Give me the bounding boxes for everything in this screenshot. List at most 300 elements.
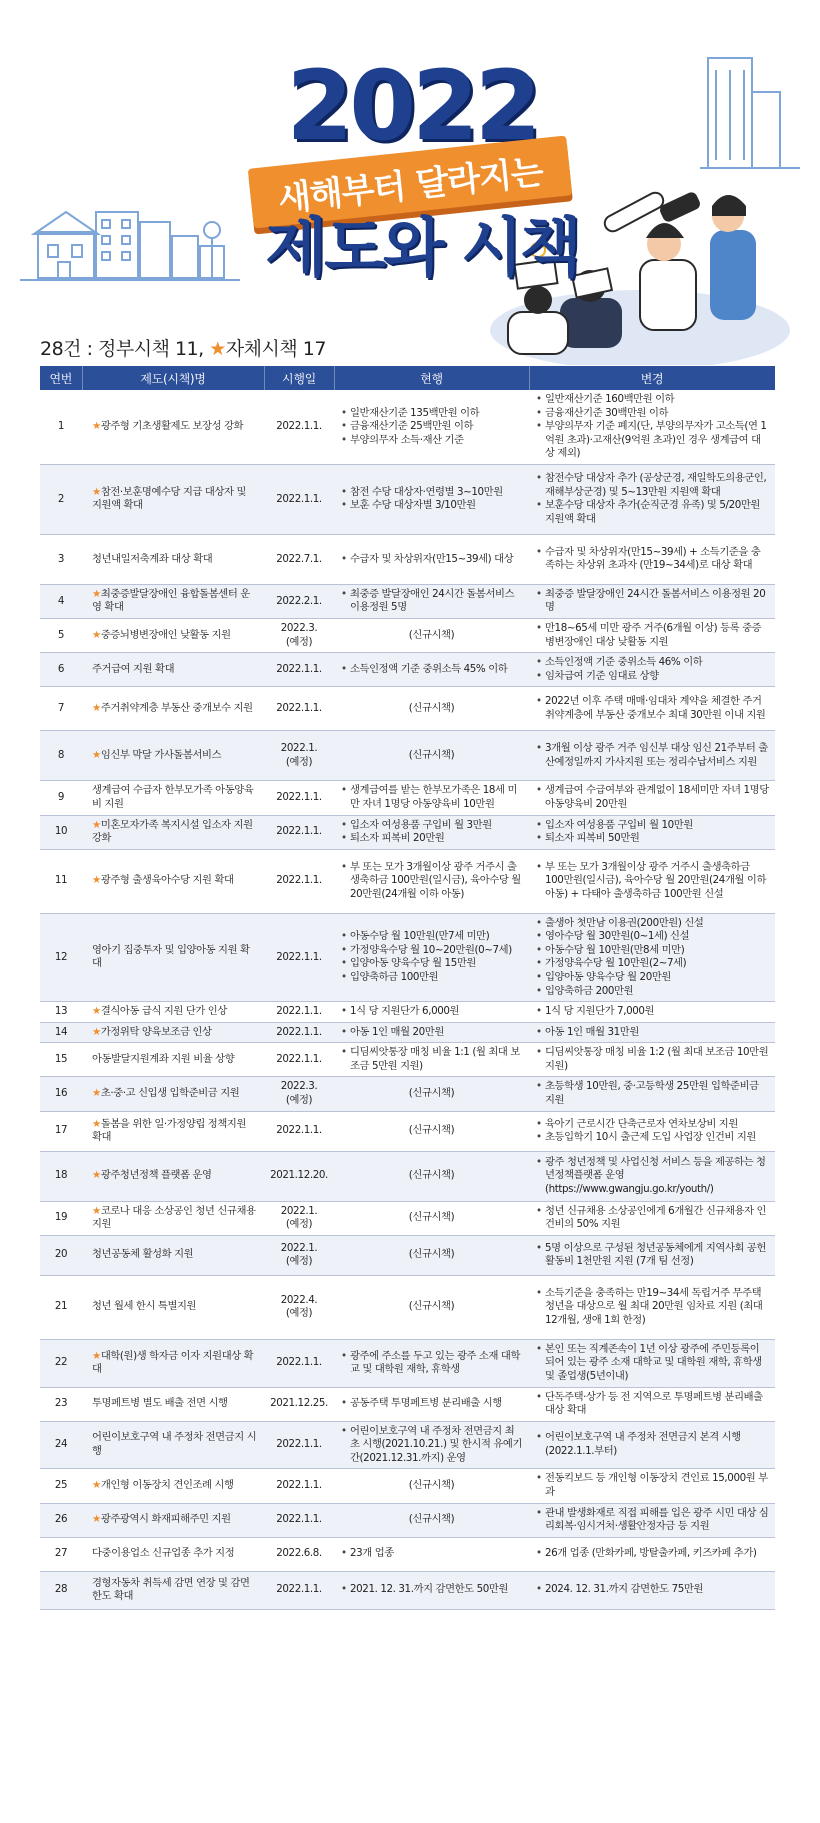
policy-name: 광주광역시 화재피해주민 지원: [100, 1513, 231, 1526]
effective-date: 2022.1.1.: [264, 1022, 334, 1043]
list-item: • 부양의무자 소득·재산 기준: [340, 434, 523, 448]
row-number: 17: [40, 1111, 82, 1151]
current-policy-list: [340, 486, 523, 513]
list-item: • 본인 또는 직계존속이 1년 이상 광주에 주민등록이 되어 있는 광주 소재 대학교 및 대학원 재학, 휴학생 및 졸업생(5년이내): [535, 1343, 769, 1384]
effective-date: 2022.1. (예정): [264, 1201, 334, 1235]
effective-date: 2022.1. (예정): [264, 731, 334, 781]
current-policy-cell: [334, 653, 529, 687]
current-policy-cell: [334, 464, 529, 534]
star-icon: ★: [92, 1025, 101, 1038]
list-item: • 임차급여 기준 임대료 상향: [535, 670, 769, 684]
table-row: [40, 1571, 775, 1609]
changed-policy-cell: [529, 687, 775, 731]
table-row: [40, 464, 775, 534]
row-number: 23: [40, 1387, 82, 1421]
changed-policy-cell: [529, 1077, 775, 1111]
star-icon: ★: [92, 1087, 101, 1100]
policy-name: 최중증발달장애인 융합돌봄센터 운영 확대: [92, 587, 250, 614]
current-policy-cell: [334, 390, 529, 464]
changed-policy-cell: [529, 653, 775, 687]
list-item: • 만18~65세 미만 광주 거주(6개월 이상) 등록 중증병변장애인 대상 낮활동 지원: [535, 622, 769, 649]
policy-name-cell: [82, 534, 264, 584]
changed-policy-cell: [529, 1387, 775, 1421]
current-policy-cell: [334, 534, 529, 584]
changed-policy-cell: [529, 731, 775, 781]
table-row: [40, 1077, 775, 1111]
changed-policy-list: [535, 1026, 769, 1040]
current-policy-cell: [334, 1387, 529, 1421]
changed-policy-list: [535, 695, 769, 722]
list-item: • 소득기준을 충족하는 만19~34세 독립거주 무주택 청년을 대상으로 월 최대 20만원 임차료 지원 (최대 12개월, 생애 1회 한정): [535, 1287, 769, 1328]
policy-name-cell: [82, 464, 264, 534]
policy-name: 주거취약계층 부동산 중개보수 지원: [100, 702, 253, 715]
changed-policy-cell: [529, 1537, 775, 1571]
star-icon: ★: [92, 1349, 101, 1362]
effective-date: 2022.3. (예정): [264, 1077, 334, 1111]
row-number: 8: [40, 731, 82, 781]
table-row: [40, 1235, 775, 1275]
list-item: • 입소자 여성용품 구입비 월 3만원: [340, 819, 523, 833]
table-row: [40, 1275, 775, 1339]
current-policy-cell: [334, 1002, 529, 1023]
current-policy-cell: [334, 584, 529, 618]
effective-date: 2022.1.1.: [264, 1111, 334, 1151]
policy-name-cell: [82, 815, 264, 849]
current-policy-cell: (신규시책): [334, 731, 529, 781]
table-row: [40, 1043, 775, 1077]
current-policy-cell: (신규시책): [334, 1111, 529, 1151]
list-item: • 소득인정액 기준 중위소득 46% 이하: [535, 656, 769, 670]
list-item: • 초등입학기 10시 출근제 도입 사업장 인건비 지원: [535, 1131, 769, 1145]
policy-name-cell: [82, 1503, 264, 1537]
policy-name: 광주형 기초생활제도 보장성 강화: [100, 420, 244, 433]
policy-name-cell: [82, 1201, 264, 1235]
row-number: 26: [40, 1503, 82, 1537]
effective-date: 2022.3. (예정): [264, 619, 334, 653]
changed-policy-cell: [529, 534, 775, 584]
current-policy-cell: [334, 1537, 529, 1571]
star-icon: ★: [92, 702, 101, 715]
changed-policy-cell: [529, 1201, 775, 1235]
row-number: 19: [40, 1201, 82, 1235]
changed-policy-list: [535, 1547, 769, 1561]
policy-count-summary: [40, 334, 326, 361]
policy-name-cell: [82, 584, 264, 618]
current-policy-list: [340, 1026, 523, 1040]
list-item: • 어린이보호구역 내 주정차 전면금지 본격 시행(2022.1.1.부터): [535, 1431, 769, 1458]
list-item: • 5명 이상으로 구성된 청년공동체에게 지역사회 공헌 활동비 1천만원 지원 (7개 팀 선정): [535, 1242, 769, 1269]
row-number: 15: [40, 1043, 82, 1077]
current-policy-cell: [334, 1022, 529, 1043]
current-policy-list: [340, 819, 523, 846]
current-policy-cell: (신규시책): [334, 687, 529, 731]
list-item: • 금융재산기준 30백만원 이하: [535, 407, 769, 421]
changed-policy-cell: [529, 781, 775, 815]
row-number: 3: [40, 534, 82, 584]
header-no: 연번: [40, 366, 82, 390]
policy-name-cell: [82, 1002, 264, 1023]
left-buildings-illustration: [20, 212, 240, 280]
policy-name-cell: [82, 1077, 264, 1111]
current-policy-list: [340, 784, 523, 811]
policy-name-cell: [82, 731, 264, 781]
policy-name: 투명페트병 별도 배출 전면 시행: [92, 1397, 228, 1410]
star-icon: ★: [92, 485, 101, 498]
list-item: • 전동킥보드 등 개인형 이동장치 견인료 15,000원 부과: [535, 1472, 769, 1499]
effective-date: 2022.1.1.: [264, 1043, 334, 1077]
list-item: • 영아수당 월 30만원(0~1세) 신설: [535, 930, 769, 944]
current-policy-cell: (신규시책): [334, 619, 529, 653]
row-number: 14: [40, 1022, 82, 1043]
policy-name-cell: [82, 390, 264, 464]
row-number: 18: [40, 1151, 82, 1201]
effective-date: 2022.1.1.: [264, 849, 334, 913]
policy-name-cell: [82, 1571, 264, 1609]
effective-date: 2022.1.1.: [264, 390, 334, 464]
table-row: [40, 849, 775, 913]
changed-policy-list: [535, 1472, 769, 1499]
policy-name: 중증뇌병변장애인 낮활동 지원: [100, 628, 231, 641]
current-policy-list: [340, 1397, 523, 1411]
policy-name: 생계급여 수급자 한부모가족 아동양육비 지원: [92, 784, 254, 810]
effective-date: 2022.1.1.: [264, 653, 334, 687]
changed-policy-cell: [529, 464, 775, 534]
policy-table-container: [40, 366, 775, 1610]
list-item: • 수급자 및 차상위자(만15~39세) 대상: [340, 553, 523, 567]
row-number: 21: [40, 1275, 82, 1339]
table-row: [40, 1469, 775, 1503]
table-row: [40, 731, 775, 781]
list-item: • 육아기 근로시간 단축근로자 연차보상비 지원: [535, 1118, 769, 1132]
changed-policy-list: [535, 656, 769, 683]
current-policy-list: [340, 1425, 523, 1466]
effective-date: 2022.6.8.: [264, 1537, 334, 1571]
row-number: 12: [40, 913, 82, 1001]
changed-policy-cell: [529, 1043, 775, 1077]
table-row: [40, 653, 775, 687]
effective-date: 2022.2.1.: [264, 584, 334, 618]
row-number: 6: [40, 653, 82, 687]
table-row: [40, 1111, 775, 1151]
ribbon-text: 새해부터 달라지는: [276, 151, 545, 220]
list-item: • 수급자 및 차상위자(만15~39세) + 소득기준을 충족하는 차상위 초과자 (만19~34세)로 대상 확대: [535, 546, 769, 573]
table-header-row: [40, 366, 775, 390]
list-item: • 최중증 발달장애인 24시간 돌봄서비스 이용정원 5명: [340, 588, 523, 615]
table-row: [40, 619, 775, 653]
changed-policy-cell: [529, 1235, 775, 1275]
list-item: • 가정양육수당 월 10만원(2~7세): [535, 957, 769, 971]
policy-name: 청년공동체 활성화 지원: [92, 1248, 194, 1261]
row-number: 13: [40, 1002, 82, 1023]
current-policy-cell: (신규시책): [334, 1503, 529, 1537]
changed-policy-list: [535, 1287, 769, 1328]
row-number: 7: [40, 687, 82, 731]
table-body: [40, 390, 775, 1609]
changed-policy-cell: [529, 1571, 775, 1609]
policy-name: 대학(원)생 학자금 이자 지원대상 확대: [92, 1349, 254, 1376]
current-policy-cell: [334, 1421, 529, 1469]
list-item: • 23개 업종: [340, 1547, 523, 1561]
list-item: • 아동수당 월 10만원(만8세 미만): [535, 944, 769, 958]
effective-date: 2021.12.20.: [264, 1151, 334, 1201]
list-item: • 관내 발생화재로 직접 피해를 입은 광주 시민 대상 심리회복·임시거처·생활안정자금 등 지원: [535, 1507, 769, 1534]
list-item: • 소득인정액 기준 중위소득 45% 이하: [340, 663, 523, 677]
effective-date: 2022.1.1.: [264, 687, 334, 731]
list-item: • 보훈 수당 대상자별 3/10만원: [340, 499, 523, 513]
table-row: [40, 1537, 775, 1571]
effective-date: 2022.1.1.: [264, 1421, 334, 1469]
policy-name-cell: [82, 1235, 264, 1275]
current-policy-cell: (신규시책): [334, 1077, 529, 1111]
changed-policy-cell: [529, 1421, 775, 1469]
effective-date: 2022.4. (예정): [264, 1275, 334, 1339]
changed-policy-cell: [529, 390, 775, 464]
current-policy-cell: [334, 781, 529, 815]
changed-policy-list: [535, 622, 769, 649]
list-item: • 청년 신규채용 소상공인에게 6개월간 신규채용자 인건비의 50% 지원: [535, 1205, 769, 1232]
changed-policy-list: [535, 1118, 769, 1145]
current-policy-list: [340, 1005, 523, 1019]
star-icon: ★: [92, 587, 101, 600]
list-item: • 단독주택·상가 등 전 지역으로 투명페트병 분리배출 대상 확대: [535, 1391, 769, 1418]
list-item: • 디딤씨앗통장 매칭 비율 1:2 (월 최대 보조금 10만원 지원): [535, 1046, 769, 1073]
policy-name: 가정위탁 양육보조금 인상: [100, 1025, 212, 1038]
list-item: • 부 또는 모가 3개월이상 광주 거주시 출생축하금 100만원(일시금), 육아수당 월 20만원(24개월 이하 아동) + 다태아 출생축하금 100만원 신설: [535, 861, 769, 902]
policy-name-cell: [82, 1275, 264, 1339]
list-item: • 생계급여 수급여부와 관계없이 18세미만 자녀 1명당 아동양육비 20만원: [535, 784, 769, 811]
policy-name-cell: [82, 619, 264, 653]
header-change: 변경: [529, 366, 775, 390]
policy-name: 코로나 대응 소상공인 청년 신규채용 지원: [92, 1204, 256, 1231]
effective-date: 2021.12.25.: [264, 1387, 334, 1421]
table-row: [40, 687, 775, 731]
policy-name: 개인형 이동장치 견인조례 시행: [100, 1479, 234, 1492]
changed-policy-list: [535, 1391, 769, 1418]
current-policy-list: [340, 930, 523, 984]
list-item: • 입소자 여성용품 구입비 월 10만원: [535, 819, 769, 833]
row-number: 10: [40, 815, 82, 849]
policy-name-cell: [82, 781, 264, 815]
list-item: • 보훈수당 대상자 추가(순직군경 유족) 및 5/20만원 지원액 확대: [535, 499, 769, 526]
policy-name: 돌봄을 위한 일·가정양립 정책지원 확대: [92, 1117, 246, 1144]
list-item: • 초등학생 10만원, 중·고등학생 25만원 입학준비금 지원: [535, 1080, 769, 1107]
effective-date: 2022.1.1.: [264, 1503, 334, 1537]
list-item: • 입양아동 양육수당 월 20만원: [535, 971, 769, 985]
list-item: • 2022년 이후 주택 매매·임대차 계약을 체결한 주거취약계층에 부동산 중개보수 최대 30만원 이내 지원: [535, 695, 769, 722]
row-number: 25: [40, 1469, 82, 1503]
star-icon: ★: [92, 749, 101, 762]
page-title: 제도와 시책: [265, 212, 579, 286]
current-policy-cell: (신규시책): [334, 1275, 529, 1339]
list-item: • 광주 청년정책 및 사업신청 서비스 등을 제공하는 청년정책플랫폼 운영 (https://www.gwangju.go.kr/youth/): [535, 1156, 769, 1197]
effective-date: 2022.1.1.: [264, 913, 334, 1001]
list-item: • 부양의무자 기준 폐지(단, 부양의무자가 고소득(연 1억원 초과)·고재산(9억원 초과)인 경우 생계급여 대상 제외): [535, 420, 769, 461]
policy-name-cell: [82, 849, 264, 913]
row-number: 28: [40, 1571, 82, 1609]
list-item: • 아동 1인 매월 31만원: [535, 1026, 769, 1040]
changed-policy-cell: [529, 1469, 775, 1503]
star-icon: ★: [92, 1169, 101, 1182]
list-item: • 입양축하금 100만원: [340, 971, 523, 985]
policy-name-cell: [82, 1537, 264, 1571]
list-item: • 광주에 주소를 두고 있는 광주 소재 대학교 및 대학원 재학, 휴학생: [340, 1350, 523, 1377]
list-item: • 아동 1인 매월 20만원: [340, 1026, 523, 1040]
effective-date: 2022.1.1.: [264, 1002, 334, 1023]
table-row: [40, 1201, 775, 1235]
list-item: • 부 또는 모가 3개월이상 광주 거주시 출생축하금 100만원(일시금), 육아수당 월 20만원(24개월 이하 아동): [340, 861, 523, 902]
header-date: 시행일: [264, 366, 334, 390]
star-icon: ★: [92, 818, 101, 831]
changed-policy-cell: [529, 1022, 775, 1043]
changed-policy-list: [535, 1156, 769, 1197]
table-row: [40, 534, 775, 584]
current-policy-cell: (신규시책): [334, 1151, 529, 1201]
policy-name-cell: [82, 913, 264, 1001]
row-number: 22: [40, 1339, 82, 1387]
current-policy-cell: [334, 815, 529, 849]
list-item: • 퇴소자 피복비 50만원: [535, 832, 769, 846]
changed-policy-list: [535, 1205, 769, 1232]
list-item: • 생계급여를 받는 한부모가족은 18세 미만 자녀 1명당 아동양육비 10만원: [340, 784, 523, 811]
current-policy-list: [340, 1350, 523, 1377]
star-icon: ★: [92, 874, 101, 887]
changed-policy-list: [535, 917, 769, 998]
changed-policy-list: [535, 546, 769, 573]
year-title: 2022: [286, 50, 538, 162]
row-number: 24: [40, 1421, 82, 1469]
list-item: • 26개 업종 (만화카페, 방탈출카페, 키즈카페 추가): [535, 1547, 769, 1561]
policy-name: 청년 월세 한시 특별지원: [92, 1300, 197, 1313]
changed-policy-cell: [529, 1111, 775, 1151]
changed-policy-list: [535, 472, 769, 526]
changed-policy-list: [535, 1005, 769, 1019]
policy-name-cell: [82, 1387, 264, 1421]
row-number: 5: [40, 619, 82, 653]
header-name: 제도(시책)명: [82, 366, 264, 390]
changed-policy-list: [535, 1242, 769, 1269]
effective-date: 2022.1.1.: [264, 815, 334, 849]
current-policy-cell: [334, 913, 529, 1001]
list-item: • 디딤씨앗통장 매칭 비율 1:1 (월 최대 보조금 5만원 지원): [340, 1046, 523, 1073]
row-number: 9: [40, 781, 82, 815]
policy-name-cell: [82, 1421, 264, 1469]
current-policy-cell: [334, 1571, 529, 1609]
policy-name: 다중이용업소 신규업종 추가 지정: [92, 1547, 235, 1560]
list-item: • 퇴소자 피복비 20만원: [340, 832, 523, 846]
table-row: [40, 1022, 775, 1043]
policy-name: 임신부 막달 가사돌봄서비스: [100, 749, 222, 762]
star-icon: ★: [92, 628, 101, 641]
effective-date: 2022.7.1.: [264, 534, 334, 584]
policy-name-cell: [82, 1111, 264, 1151]
table-row: [40, 584, 775, 618]
list-item: • 2024. 12. 31.까지 감면한도 75만원: [535, 1583, 769, 1597]
policy-name: 경형자동차 취득세 감면 연장 및 감면한도 확대: [92, 1576, 250, 1603]
effective-date: 2022.1.1.: [264, 781, 334, 815]
changed-policy-cell: [529, 584, 775, 618]
changed-policy-list: [535, 1080, 769, 1107]
changed-policy-list: [535, 1343, 769, 1384]
table-row: [40, 781, 775, 815]
policy-name: 초·중·고 신입생 입학준비금 지원: [100, 1087, 240, 1100]
policy-name: 광주형 출생육아수당 지원 확대: [100, 874, 234, 887]
changed-policy-list: [535, 1507, 769, 1534]
list-item: • 출생아 첫만남 이용권(200만원) 신설: [535, 917, 769, 931]
policy-name-cell: [82, 1043, 264, 1077]
current-policy-list: [340, 407, 523, 448]
policy-name-cell: [82, 1151, 264, 1201]
current-policy-list: [340, 861, 523, 902]
list-item: • 1식 당 지원단가 7,000원: [535, 1005, 769, 1019]
list-item: • 최중증 발달장애인 24시간 돌봄서비스 이용정원 20명: [535, 588, 769, 615]
row-number: 27: [40, 1537, 82, 1571]
changed-policy-cell: [529, 849, 775, 913]
changed-policy-cell: [529, 1339, 775, 1387]
changed-policy-list: [535, 819, 769, 846]
policy-name: 결식아동 급식 지원 단가 인상: [100, 1005, 227, 1018]
summary-suffix: 자체시책 17: [225, 338, 326, 360]
table-row: [40, 390, 775, 464]
policy-name-cell: [82, 1469, 264, 1503]
effective-date: 2022.1. (예정): [264, 1235, 334, 1275]
row-number: 20: [40, 1235, 82, 1275]
current-policy-cell: (신규시책): [334, 1469, 529, 1503]
list-item: • 2021. 12. 31.까지 감면한도 50만원: [340, 1583, 523, 1597]
policy-name-cell: [82, 653, 264, 687]
changed-policy-cell: [529, 1275, 775, 1339]
list-item: • 공동주택 투명페트병 분리배출 시행: [340, 1397, 523, 1411]
list-item: • 참전 수당 대상자·연령별 3~10만원: [340, 486, 523, 500]
current-policy-list: [340, 1583, 523, 1597]
effective-date: 2022.1.1.: [264, 464, 334, 534]
table-row: [40, 1151, 775, 1201]
list-item: • 참전수당 대상자 추가 (공상군경, 재일학도의용군인, 재해부상군경) 및 5~13만원 지원액 확대: [535, 472, 769, 499]
table-row: [40, 1421, 775, 1469]
effective-date: 2022.1.1.: [264, 1469, 334, 1503]
star-icon: ★: [92, 1204, 101, 1217]
star-icon: ★: [92, 1005, 101, 1018]
changed-policy-list: [535, 742, 769, 769]
list-item: • 일반재산기준 135백만원 이하: [340, 407, 523, 421]
current-policy-list: [340, 1046, 523, 1073]
list-item: • 어린이보호구역 내 주정차 전면금지 최초 시행(2021.10.21.) 및 한시적 유예기간(2021.12.31.까지) 운영: [340, 1425, 523, 1466]
header-banner: [0, 0, 820, 365]
policy-table: [40, 366, 776, 1610]
current-policy-list: [340, 1547, 523, 1561]
changed-policy-list: [535, 784, 769, 811]
effective-date: 2022.1.1.: [264, 1571, 334, 1609]
policy-name: 주거급여 지원 확대: [92, 662, 175, 675]
current-policy-cell: [334, 1043, 529, 1077]
row-number: 2: [40, 464, 82, 534]
summary-prefix: 28건 : 정부시책 11,: [40, 338, 210, 360]
policy-name: 참전·보훈명예수당 지급 대상자 및 지원액 확대: [92, 485, 246, 512]
effective-date: 2022.1.1.: [264, 1339, 334, 1387]
star-icon: ★: [92, 1117, 101, 1130]
changed-policy-list: [535, 1583, 769, 1597]
table-row: [40, 1339, 775, 1387]
changed-policy-list: [535, 861, 769, 902]
changed-policy-cell: [529, 1503, 775, 1537]
changed-policy-list: [535, 393, 769, 461]
row-number: 11: [40, 849, 82, 913]
current-policy-list: [340, 588, 523, 615]
current-policy-list: [340, 553, 523, 567]
current-policy-cell: [334, 1339, 529, 1387]
table-row: [40, 1503, 775, 1537]
changed-policy-cell: [529, 1151, 775, 1201]
changed-policy-list: [535, 588, 769, 615]
